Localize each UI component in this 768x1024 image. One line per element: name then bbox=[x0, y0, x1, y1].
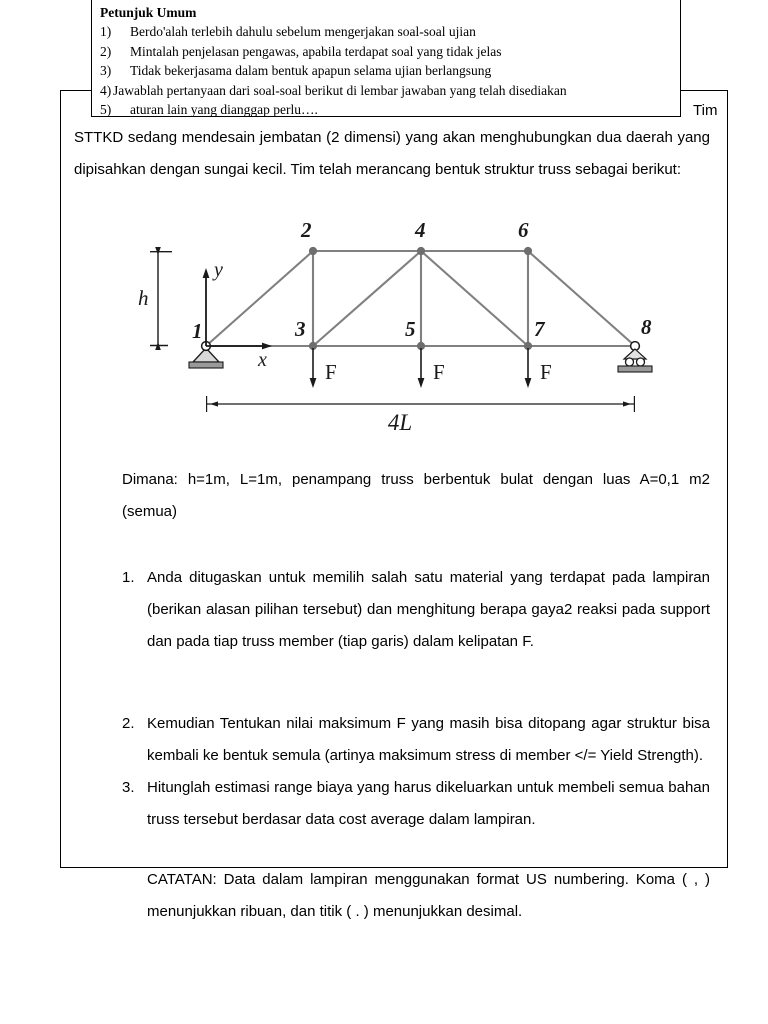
dimana-paragraph: Dimana: h=1m, L=1m, penampang truss berbentuk bulat dengan luas A=0,1 m2 (semua) bbox=[122, 471, 710, 520]
question-text-2: Kemudian Tentukan nilai maksimum F yang masih bisa ditopang agar struktur bisa kembali ke bentuk semula (artinya maksimum stress di member </= Yield Strength). bbox=[147, 715, 710, 764]
truss-node-4 bbox=[417, 247, 425, 255]
load-arrow-node-7 bbox=[525, 348, 552, 388]
span-label: 4L bbox=[387, 410, 413, 435]
truss-load-arrows bbox=[310, 348, 552, 388]
load-arrow-node-5 bbox=[418, 348, 445, 388]
truss-diagram bbox=[138, 208, 683, 438]
instruction-item-1 bbox=[100, 22, 672, 42]
truss-node-2 bbox=[309, 247, 317, 255]
load-arrow-node-3 bbox=[310, 348, 337, 388]
truss-node-label-5: 5 bbox=[405, 317, 416, 341]
instruction-text-5: aturan lain yang dianggap perlu…. bbox=[130, 102, 318, 117]
instruction-text-3: Tidak bekerjasama dalam bentuk apapun selama ujian berlangsung bbox=[130, 63, 492, 78]
instruction-item-4 bbox=[100, 81, 672, 101]
intro-paragraph: STTKD sedang mendesain jembatan (2 dimensi) yang akan menghubungkan dua daerah yang dipisahkan dengan sungai kecil. Tim telah merancang bentuk struktur truss sebagai berikut: bbox=[74, 129, 710, 178]
instruction-item-2 bbox=[100, 42, 672, 62]
question-item-2 bbox=[70, 708, 714, 772]
instruction-number-2: 2) bbox=[100, 43, 112, 59]
instruction-item-3 bbox=[100, 61, 672, 81]
tim-label: Tim bbox=[693, 102, 718, 119]
truss-node-label-8: 8 bbox=[641, 315, 652, 339]
instructions-box bbox=[91, 0, 681, 117]
truss-node-label-4: 4 bbox=[415, 218, 426, 242]
instruction-text-1: Berdo'alah terlebih dahulu sebelum mengerjakan soal-soal ujian bbox=[130, 24, 476, 39]
height-dimension bbox=[138, 247, 172, 350]
truss-node-label-7: 7 bbox=[534, 317, 545, 341]
truss-node-label-1: 1 bbox=[192, 319, 203, 343]
truss-figure-container bbox=[70, 208, 714, 438]
instructions-title: Petunjuk Umum bbox=[100, 5, 197, 20]
load-label-node-7: F bbox=[540, 360, 552, 384]
instruction-number-4: 4) bbox=[100, 82, 112, 98]
load-label-node-5: F bbox=[433, 360, 445, 384]
instruction-text-4: Jawablah pertanyaan dari soal-soal berikut di lembar jawaban yang telah disediakan bbox=[113, 82, 567, 98]
instruction-number-1: 1) bbox=[100, 24, 112, 39]
question-marker-1: 1. bbox=[122, 569, 135, 586]
coordinate-axes bbox=[203, 259, 272, 371]
instruction-item-5 bbox=[100, 100, 672, 120]
catatan-paragraph: CATATAN: Data dalam lampiran menggunakan format US numbering. Koma ( , ) menunjukkan ribuan, dan titik ( . ) menunjukkan desimal. bbox=[147, 871, 710, 920]
truss-member-4-7 bbox=[421, 251, 528, 346]
truss-node-label-6: 6 bbox=[518, 218, 529, 242]
question-text-3: Hitunglah estimasi range biaya yang harus dikeluarkan untuk membeli semua bahan truss tersebut berdasar data cost average dalam lampiran. bbox=[147, 779, 710, 828]
span-dimension bbox=[206, 396, 635, 435]
exam-content bbox=[60, 90, 728, 920]
instruction-text-2: Mintalah penjelasan pengawas, apabila terdapat soal yang tidak jelas bbox=[130, 43, 502, 59]
height-label: h bbox=[138, 286, 149, 310]
instruction-number-5: 5) bbox=[100, 102, 112, 117]
truss-node-label-2: 2 bbox=[301, 218, 312, 242]
truss-members bbox=[206, 251, 635, 346]
truss-node-label-3: 3 bbox=[295, 317, 306, 341]
instructions-rows bbox=[100, 22, 672, 120]
x-axis-label: x bbox=[258, 349, 267, 371]
question-list bbox=[70, 562, 714, 836]
load-label-node-3: F bbox=[325, 360, 337, 384]
truss-node-6 bbox=[524, 247, 532, 255]
question-text-1: Anda ditugaskan untuk memilih salah satu material yang terdapat pada lampiran (berikan alasan pilihan tersebut) dan menghitung berapa gaya2 reaksi pada support dan pada tiap truss member (tiap garis) dalam kelipatan F. bbox=[147, 569, 710, 650]
question-marker-3: 3. bbox=[122, 779, 135, 796]
y-axis-label: y bbox=[214, 259, 223, 281]
instruction-number-3: 3) bbox=[100, 63, 112, 78]
question-marker-2: 2. bbox=[122, 715, 135, 732]
question-item-1 bbox=[70, 562, 714, 658]
question-item-3 bbox=[70, 772, 714, 836]
